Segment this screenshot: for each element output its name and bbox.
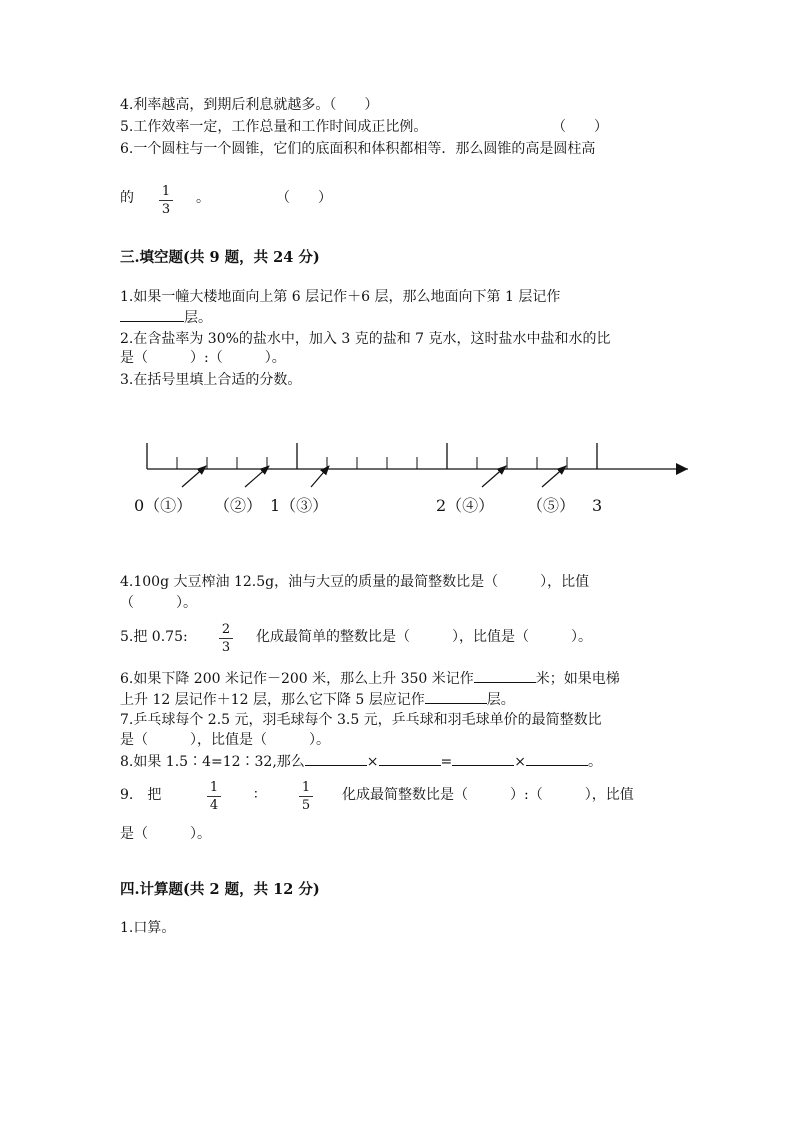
fill-q6-line2 bbox=[120, 689, 515, 710]
number-line-label-2: （②） bbox=[214, 496, 263, 515]
period: 。 bbox=[588, 754, 602, 770]
fraction-denominator: 4 bbox=[209, 798, 219, 813]
fill-q3: 3.在括号里填上合适的分数。 bbox=[120, 372, 302, 388]
axis-arrowhead bbox=[676, 463, 688, 475]
fill-q9-fraction-1 bbox=[204, 780, 224, 813]
answer-blank[interactable] bbox=[305, 751, 367, 766]
fraction-denominator: 5 bbox=[301, 798, 311, 813]
answer-blank[interactable] bbox=[379, 751, 441, 766]
fraction-bar bbox=[207, 796, 221, 797]
number-line-label-1: 1（③） bbox=[270, 496, 329, 515]
calc-q1: 1.口算。 bbox=[120, 920, 176, 936]
fill-q1-suffix: 层。 bbox=[184, 310, 212, 326]
fraction-bar bbox=[219, 638, 233, 639]
number-line-label-5: （⑤） bbox=[527, 496, 576, 515]
answer-blank[interactable] bbox=[425, 689, 487, 704]
fill-q9-line2: 是（ ）。 bbox=[120, 826, 211, 842]
fill-q6-text-b: 米；如果电梯 bbox=[535, 671, 620, 687]
fill-q6-text-d: 层。 bbox=[486, 692, 515, 708]
section-4-title: 四.计算题(共 2 题，共 12 分) bbox=[120, 881, 320, 898]
fraction-denominator: 3 bbox=[221, 640, 231, 655]
fill-q6-text-c: 上升 12 层记作＋12 层，那么它下降 5 层应记作 bbox=[120, 692, 425, 708]
minor-ticks bbox=[177, 457, 567, 469]
answer-blank[interactable] bbox=[452, 751, 514, 766]
fill-q8 bbox=[120, 751, 602, 772]
equals-sign: = bbox=[440, 754, 453, 770]
number-line-label-3: 3 bbox=[592, 496, 603, 515]
fraction-denominator: 3 bbox=[161, 202, 171, 217]
judge-q6-line1: 6.一个圆柱与一个圆锥，它们的底面积和体积都相等．那么圆锥的高是圆柱高 bbox=[120, 141, 596, 157]
fill-q1-line1: 1.如果一幢大楼地面向上第 6 层记作＋6 层，那么地面向下第 1 层记作 bbox=[120, 289, 561, 305]
fill-q9-prefix: 9. 把 bbox=[120, 787, 162, 803]
fill-q6-line1 bbox=[120, 668, 620, 689]
times-sign: × bbox=[366, 754, 379, 770]
fraction-bar bbox=[299, 796, 313, 797]
judge-q5-answer-paren: （ ） bbox=[552, 119, 608, 135]
fill-q5-prefix: 5.把 0.75: bbox=[120, 629, 188, 645]
fill-q9-fraction-2 bbox=[296, 780, 316, 813]
fill-q7-line2: 是（ ），比值是（ ）。 bbox=[120, 732, 330, 748]
answer-blank[interactable] bbox=[526, 751, 588, 766]
fill-q9-suffix: 化成最简整数比是（ ）:（ ），比值 bbox=[342, 787, 634, 803]
judge-q6-de: 的 bbox=[120, 190, 134, 206]
fraction-numerator: 1 bbox=[301, 780, 311, 795]
number-line-label-4: 2（④） bbox=[436, 496, 495, 515]
judge-q5: 5.工作效率一定，工作总量和工作时间成正比例。 bbox=[120, 119, 428, 135]
fill-q2-line1: 2.在含盐率为 30%的盐水中，加入 3 克的盐和 7 克水，这时盐水中盐和水的比 bbox=[120, 331, 611, 347]
fill-q4-line2: （ ）。 bbox=[120, 595, 197, 611]
fill-q8-prefix: 8.如果 1.5∶4=12∶32,那么 bbox=[120, 754, 305, 770]
judge-q6-answer-paren: （ ） bbox=[276, 190, 332, 206]
answer-blank[interactable] bbox=[474, 668, 536, 683]
fraction-numerator: 2 bbox=[221, 622, 231, 637]
section-3-title: 三.填空题(共 9 题，共 24 分) bbox=[120, 249, 320, 266]
fill-q5-fraction bbox=[216, 622, 236, 655]
fraction-numerator: 1 bbox=[209, 780, 219, 795]
fill-q2-line2: 是（ ）:（ ）。 bbox=[120, 350, 286, 366]
fill-q5-suffix: 化成最简单的整数比是（ ），比值是（ ）。 bbox=[256, 629, 592, 645]
fill-q6-text-a: 6.如果下降 200 米记作－200 米，那么上升 350 米记作 bbox=[120, 671, 474, 687]
fill-q7-line1: 7.乒乓球每个 2.5 元，羽毛球每个 3.5 元，乒乓球和羽毛球单价的最简整数比 bbox=[120, 712, 602, 728]
judge-q6-end: 。 bbox=[196, 190, 210, 206]
ratio-colon: ∶ bbox=[254, 787, 258, 803]
judge-q4: 4.利率越高，到期后利息就越多。（ ） bbox=[120, 97, 379, 113]
fraction-numerator: 1 bbox=[161, 184, 171, 199]
times-sign: × bbox=[514, 754, 526, 770]
number-line-label-0: 0（①） bbox=[134, 496, 193, 515]
fill-q4-line1: 4.100g 大豆榨油 12.5g，油与大豆的质量的最简整数比是（ ），比值 bbox=[120, 574, 590, 590]
